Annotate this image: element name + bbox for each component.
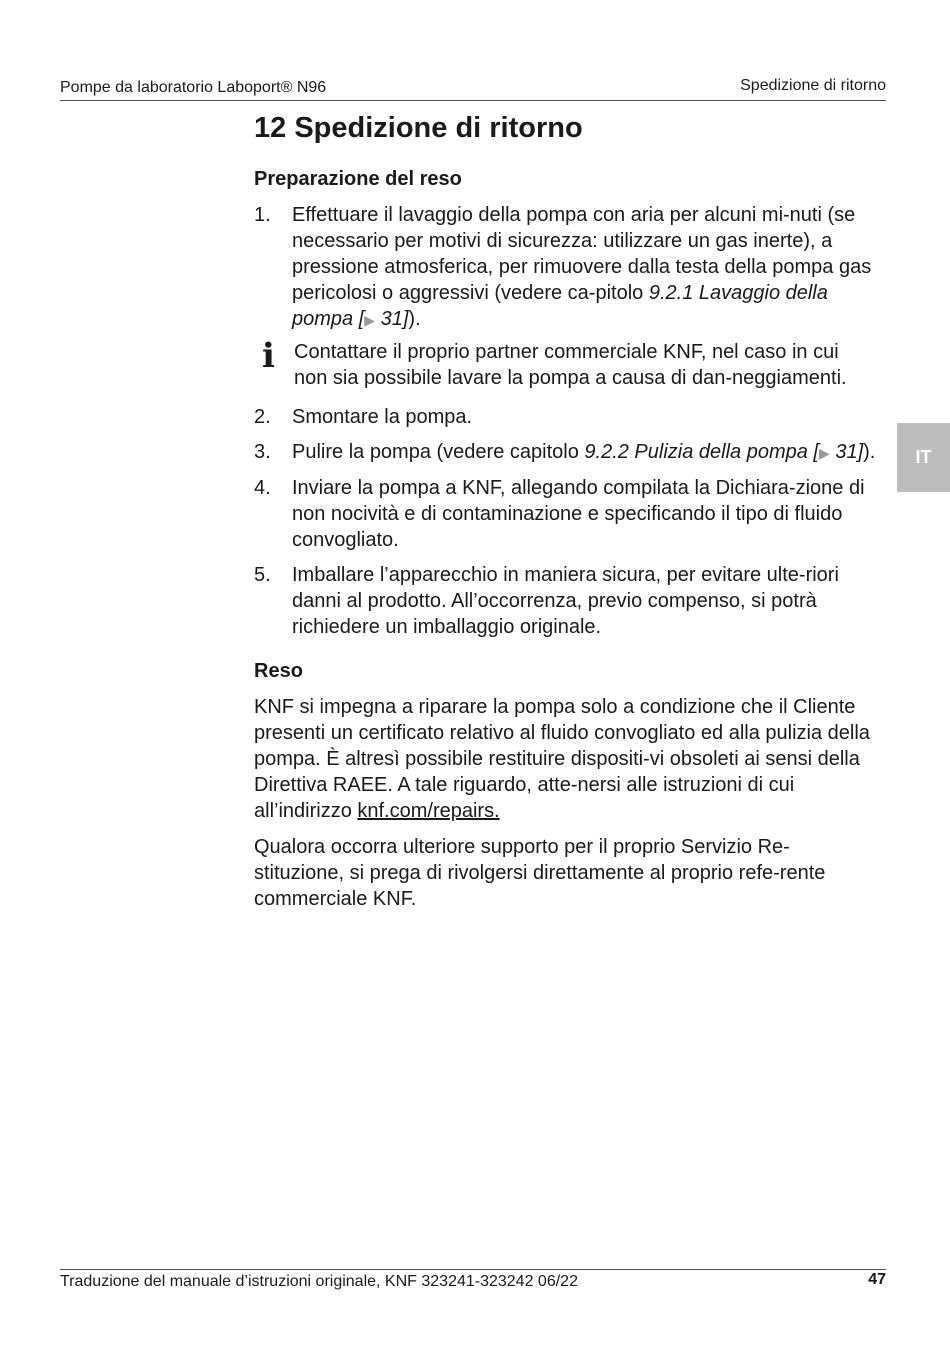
list-item: [254, 562, 876, 640]
page-content: [254, 110, 876, 912]
return-paragraph-2: Qualora occorra ulteriore supporto per il proprio Servizio Re-stituzione, si prega di rivolgersi direttamente al proprio refe-rente commerciale KNF.: [254, 836, 826, 910]
step-text: Imballare l’apparecchio in maniera sicura, per evitare ulte-riori danni al prodotto. All’occorrenza, previo compenso, si potrà richiedere un imballaggio originale.: [292, 564, 839, 638]
page-number: 47: [868, 1271, 886, 1288]
step-text: Effettuare il lavaggio della pompa con aria per alcuni mi-nuti (se necessario per motivi di sicurezza: utilizzare un gas inerte), a pressione atmosferica, per rimuovere dalla testa della pompa gas pericolosi o aggressivi (vedere ca-pitolo 9.2.1 Lavaggio della pompa [▶ 31]).: [292, 204, 872, 330]
cross-reference-link[interactable]: 9.2.1 Lavaggio della pompa [▶ 31]: [292, 282, 828, 330]
cross-reference-link[interactable]: 9.2.2 Pulizia della pompa [▶ 31]: [584, 441, 864, 463]
language-tab: IT: [897, 423, 950, 492]
repairs-link[interactable]: knf.com/repairs.: [357, 800, 500, 822]
step-number: 4.: [254, 477, 271, 499]
list-item: [254, 404, 876, 430]
footer-divider: [60, 1269, 886, 1270]
header-divider: [60, 100, 886, 101]
steps-list-continued: [254, 404, 876, 640]
list-item: [254, 475, 876, 553]
footer-doc-info: Traduzione del manuale d’istruzioni originale, KNF 323241-323242 06/22: [60, 1273, 578, 1290]
step-number: 1.: [254, 204, 271, 226]
return-paragraph-1: KNF si impegna a riparare la pompa solo a condizione che il Cliente presenti un certificato relativo al fluido convogliato ed alla pulizia della pompa. È altresì possibile restituire dispositi-vi obsoleti ai sensi della Direttiva RAEE. A tale riguardo, atte-nersi alle istruzioni di cui all’indirizzo knf.com/repairs.: [254, 696, 870, 822]
step-number: 3.: [254, 441, 271, 463]
page-arrow-icon: ▶: [364, 312, 376, 328]
section-heading-preparation: Preparazione del reso: [254, 168, 462, 190]
header-section-title: Spedizione di ritorno: [740, 77, 886, 94]
info-note: [254, 336, 876, 391]
step-text: Pulire la pompa (vedere capitolo 9.2.2 Pulizia della pompa [▶ 31]).: [292, 441, 876, 463]
section-heading-return: Reso: [254, 660, 303, 682]
step-number: 5.: [254, 564, 271, 586]
page-arrow-icon: ▶: [818, 445, 830, 461]
list-item: [254, 202, 876, 333]
step-text: Smontare la pompa.: [292, 406, 473, 428]
step-text: Inviare la pompa a KNF, allegando compilata la Dichiara-zione di non nocività e di contaminazione e specificando il tipo di fluido convogliato.: [292, 477, 865, 551]
list-item: [254, 439, 876, 466]
header-doc-title: Pompe da laboratorio Laboport® N96: [60, 79, 327, 96]
note-text: Contattare il proprio partner commerciale KNF, nel caso in cui non sia possibile lavare la pompa a causa di dan-neggiamenti.: [294, 341, 847, 389]
chapter-title: 12 Spedizione di ritorno: [254, 112, 583, 144]
step-number: 2.: [254, 406, 271, 428]
steps-list: [254, 202, 876, 333]
info-icon: i: [262, 336, 275, 376]
